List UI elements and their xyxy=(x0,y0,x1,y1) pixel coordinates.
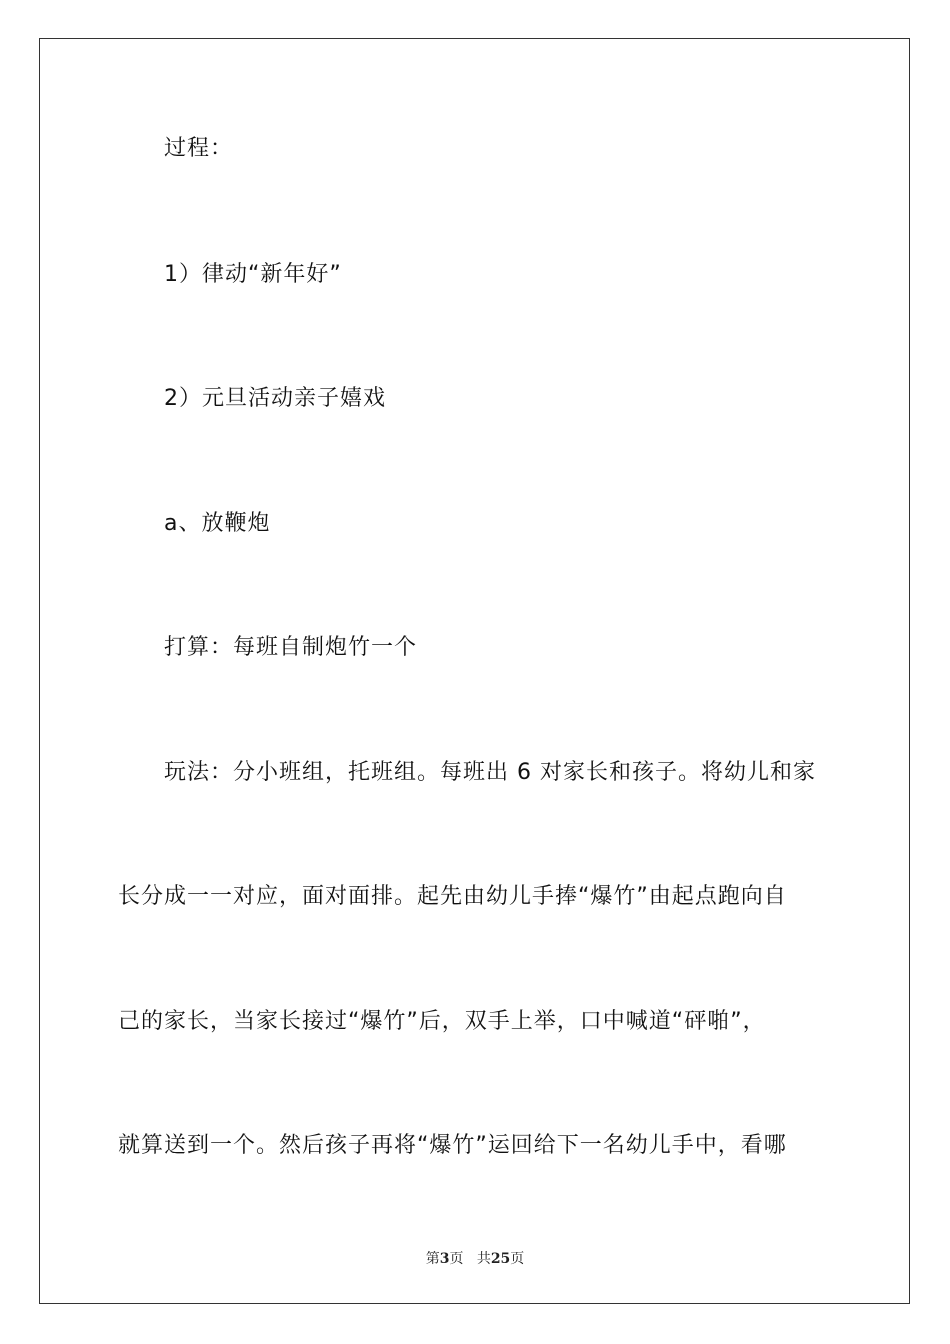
text-line-rules-3: 己的家长，当家长接过“爆竹”后，双手上举，口中喊道“砰啪”， xyxy=(118,1009,766,1034)
page-border xyxy=(39,38,910,1304)
text-line-rules-2: 长分成一一对应，面对面排。起先由幼儿手捧“爆竹”由起点跑向自 xyxy=(118,884,787,909)
text-line-plan: 打算：每班自制炮竹一个 xyxy=(164,635,418,660)
text-line-rules-4: 就算送到一个。然后孩子再将“爆竹”运回给下一名幼儿手中，看哪 xyxy=(118,1133,787,1158)
text-line-rules-1: 玩法：分小班组，托班组。每班出 6 对家长和孩子。将幼儿和家 xyxy=(164,760,816,785)
footer-total-suffix: 页 xyxy=(510,1251,525,1267)
footer-page-suffix: 页 xyxy=(449,1251,464,1267)
footer-page-number: 3 xyxy=(439,1251,450,1267)
text-line-item-a: a、放鞭炮 xyxy=(164,511,271,536)
text-line-item-2: 2）元旦活动亲子嬉戏 xyxy=(164,386,386,411)
text-line-item-1: 1）律动“新年好” xyxy=(164,262,342,287)
footer-page-prefix: 第 xyxy=(425,1251,440,1267)
text-line-process: 过程： xyxy=(164,136,234,161)
footer-total-pages: 25 xyxy=(490,1251,511,1267)
page-footer xyxy=(0,1248,950,1268)
footer-total-prefix: 共 xyxy=(476,1251,491,1267)
